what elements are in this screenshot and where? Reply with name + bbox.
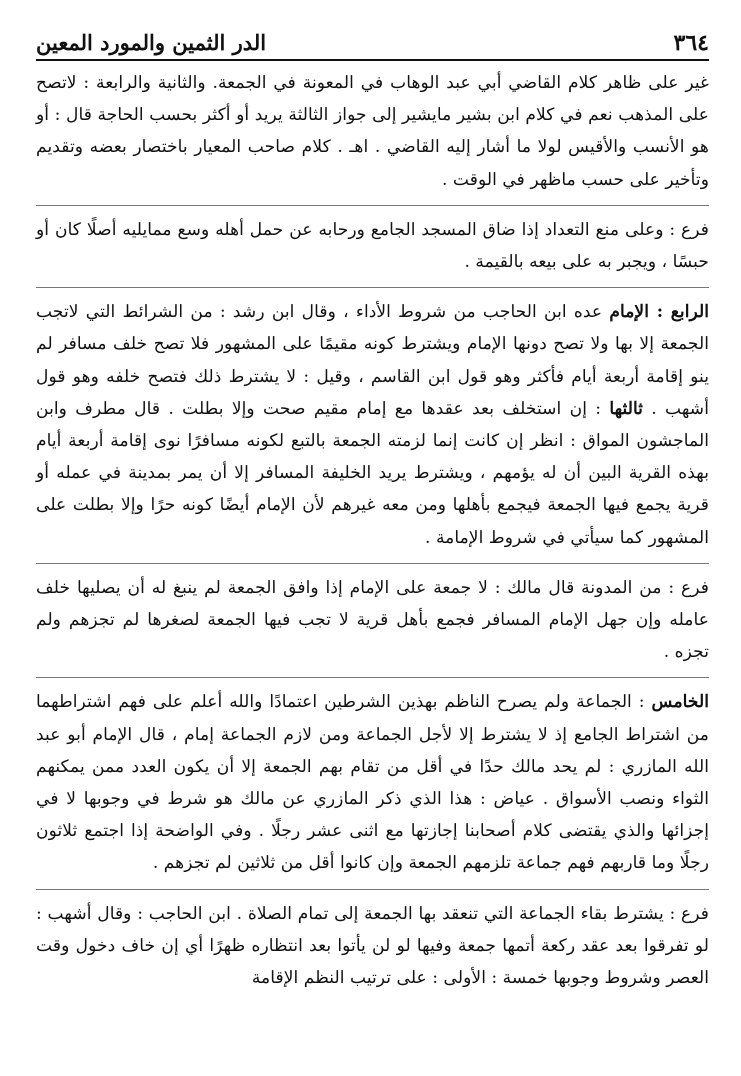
- section-heading: الخامس: [651, 692, 709, 713]
- text-segment: فرع : من المدونة قال مالك : لا جمعة على الإمام إذا وافق الجمعة لم ينبغ له أن يصليها خلف عامله وإن جهل الإمام المسافر فجمع بأهل قرية لا تجب فيها الجمعة لصغرها لم تجزهم ولم تجزه .: [36, 577, 709, 663]
- inline-heading: ثالثها: [609, 398, 643, 419]
- text-segment: غير على ظاهر كلام القاضي أبي عبد الوهاب في المعونة في الجمعة. والثانية والرابعة : لاتصح على المذهب نعم في كلام ابن بشير مايشير إلى جواز الثالثة يريد أو أكثر بحسب الحاجة قال : أو هو الأنسب والأقيس لولا ما أشار إليه القاضي . اهـ . كلام صاحب المعيار باختصار بعضه وتقديم وتأخير على حسب ماظهر في الوقت .: [36, 73, 709, 190]
- page-body: [36, 67, 709, 994]
- text-segment: عده ابن الحاجب من شروط الأداء ، وقال ابن رشد : من الشرائط التي لاتجب الجمعة إلا بها ولا تصح دونها الإمام ويشترط كونه مقيمًا على المشهور فلا تصح خلف مسافر لم ينو إقامة أربعة أيام فأكثر وهو قول ابن القاسم ، وقيل : لا يشترط ذلك فتصح خلفه وهو قول أشهب .: [36, 302, 709, 419]
- text-segment: فرع : وعلى منع التعداد إذا ضاق المسجد الجامع ورحابه عن حمل أهله وسع ممايليه أصلًا كان أو حبسًا ، ويجبر به على بيعه بالقيمة .: [36, 219, 709, 273]
- paragraph-branch-continuity: [36, 898, 709, 995]
- paragraph-intro: [36, 67, 709, 196]
- paragraph-fifth-congregation: [36, 686, 709, 879]
- paragraph-branch-mudawwana: [36, 572, 709, 669]
- running-header: [36, 30, 709, 61]
- page-number: ٣٦٤: [673, 30, 709, 56]
- book-title: الدر الثمين والمورد المعين: [36, 30, 267, 55]
- divider: [36, 205, 709, 206]
- divider: [36, 563, 709, 564]
- section-heading: الرابع : الإمام: [609, 302, 709, 323]
- text-segment: فرع : يشترط بقاء الجماعة التي تنعقد بها الجمعة إلى تمام الصلاة . ابن الحاجب : وقال أشهب : لو تفرقوا بعد عقد ركعة أتمها جمعة وفيها لو لن يأتوا بعد انتظاره ظهرًا أي إن خاف دخول وقت العصر وشروط وجوبها خمسة : الأولى : على ترتيب النظم الإقامة: [36, 903, 709, 989]
- text-segment: : إن استخلف بعد عقدها مع إمام مقيم صحت وإلا بطلت . قال مطرف وابن الماجشون المواق : انظر إن كانت إنما لزمته الجمعة بالتبع لكونه مسافرًا نوى إقامة أربعة أيام بهذه القرية البين أن له يؤمهم ، ويشترط يريد الخليفة المسافر إلا أن يمر بمدينة في عمله أو قرية يجمع فيها الجمعة فيجمع بأهلها ومن معه غيرهم لأن الإمام أيضًا كونه حرًا وإلا بطلت على المشهور كما سيأتي في شروط الإمامة .: [36, 398, 709, 548]
- paragraph-fourth-imam: [36, 296, 709, 554]
- divider: [36, 889, 709, 890]
- paragraph-branch-mosque: [36, 214, 709, 278]
- text-segment: : الجماعة ولم يصرح الناظم بهذين الشرطين اعتمادًا والله أعلم على فهم اشتراطهما من اشتراط الجامع إذ لا يشترط إلا لأجل الجماعة ومن لازم الجماعة إمام ، قال الإمام أبو عبد الله المازري : لم يحد مالك حدًا في أقل من تقام بهم الجمعة إلا أن يكون العدد ممن يمكنهم الثواء ونصب الأسواق . عياض : هذا الذي ذكر المازري عن مالك هو شرط في وجوبها لا في إجزائها والذي يقتضى كلام أصحابنا إجازتها مع اثنى عشر رجلًا . وفي الواضحة إذا اجتمع ثلاثون رجلًا وما قاربهم فهم جماعة تلزمهم الجمعة وإن كانوا أقل من ثلاثين لم تجزهم .: [36, 692, 709, 874]
- divider: [36, 677, 709, 678]
- divider: [36, 287, 709, 288]
